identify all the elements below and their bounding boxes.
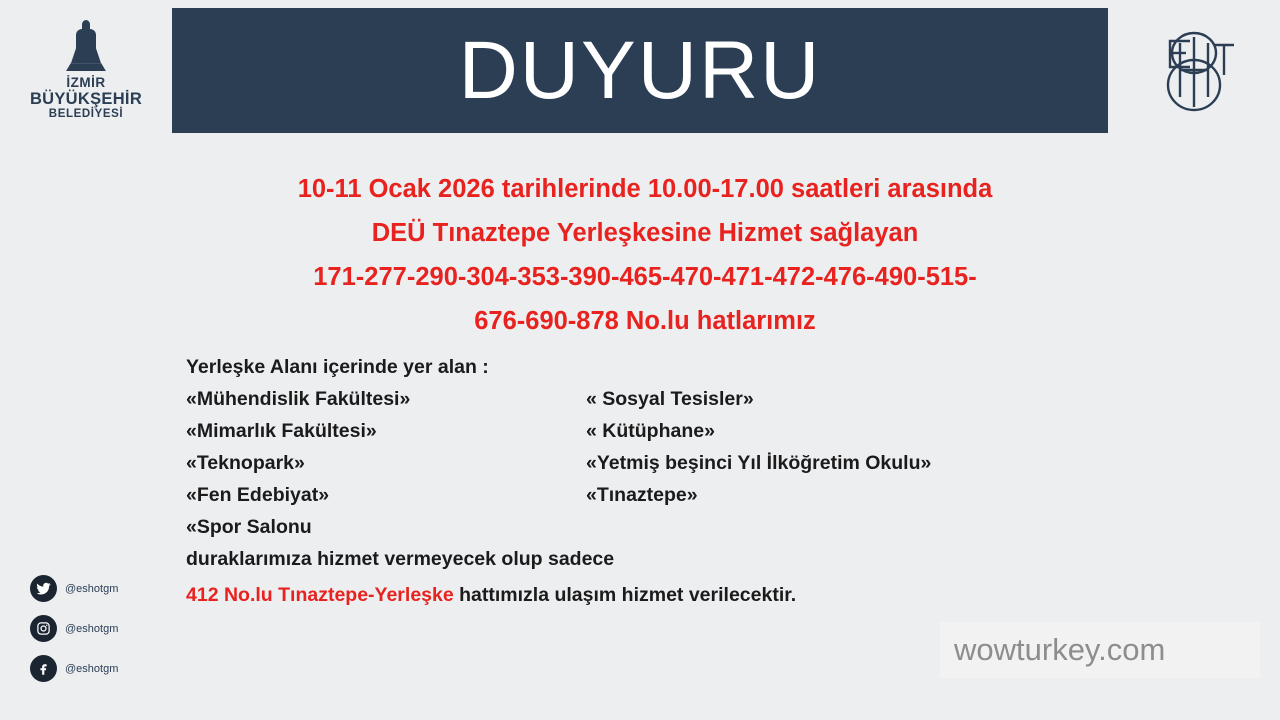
body-note: duraklarımıza hizmet vermeyecek olup sadece: [186, 548, 615, 570]
final-line-rest: hattımızla ulaşım hizmet verilecektir.: [453, 584, 797, 606]
headline-line-1: 10-11 Ocak 2026 tarihlerinde 10.00-17.00 saatleri arasında: [297, 175, 993, 203]
izmir-logo-line-3: BELEDİYESİ: [48, 108, 124, 121]
stop-row: [186, 480, 1186, 512]
watermark: wowturkey.com: [940, 622, 1260, 678]
stop-right: «Yetmiş beşinci Yıl İlköğretim Okulu»: [586, 452, 932, 474]
instagram-icon[interactable]: [30, 615, 57, 642]
social-handle: @eshotgm: [65, 582, 119, 595]
stop-right: «Tınaztepe»: [586, 484, 698, 506]
social-links: [30, 575, 118, 682]
facebook-icon[interactable]: [30, 655, 57, 682]
stop-left: «Fen Edebiyat»: [186, 484, 330, 506]
stop-left: «Spor Salonu: [186, 516, 312, 538]
stop-right: « Sosyal Tesisler»: [586, 388, 754, 410]
page-title: DUYURU: [458, 24, 822, 116]
stop-row: [186, 512, 1186, 544]
stop-row: [186, 416, 1186, 448]
body-block: [186, 352, 1186, 612]
stop-left: «Mimarlık Fakültesi»: [186, 420, 377, 442]
izmir-clock-tower-icon: [63, 20, 109, 72]
body-intro: Yerleşke Alanı içerinde yer alan :: [186, 356, 489, 378]
izmir-logo-line-2: BÜYÜKŞEHİR: [29, 89, 143, 108]
headline: [150, 168, 1140, 343]
stop-left: «Mühendislik Fakültesi»: [186, 388, 411, 410]
izmir-municipality-logo: [0, 8, 172, 133]
body-final-line: [186, 580, 1186, 612]
headline-line-4: 676-690-878 No.lu hatlarımız: [474, 306, 816, 335]
headline-line-3: 171-277-290-304-353-390-465-470-471-472-476-490-515-: [313, 262, 977, 291]
social-row-facebook[interactable]: [30, 655, 118, 682]
social-row-instagram[interactable]: [30, 615, 118, 642]
stop-row: [186, 384, 1186, 416]
final-line-highlight: 412 No.lu Tınaztepe-Yerleşke: [186, 584, 454, 606]
stop-row: [186, 448, 1186, 480]
eshot-logo: [1108, 8, 1280, 133]
social-row-twitter[interactable]: [30, 575, 118, 602]
stop-right: « Kütüphane»: [586, 420, 715, 442]
izmir-logo-line-1: İZMİR: [66, 75, 106, 91]
social-handle: @eshotgm: [65, 662, 119, 675]
headline-line-2: DEÜ Tınaztepe Yerleşkesine Hizmet sağlayan: [371, 218, 919, 247]
stop-left: «Teknopark»: [186, 452, 305, 474]
twitter-icon[interactable]: [30, 575, 57, 602]
social-handle: @eshotgm: [65, 622, 119, 635]
eshot-monogram-icon: [1146, 23, 1242, 119]
